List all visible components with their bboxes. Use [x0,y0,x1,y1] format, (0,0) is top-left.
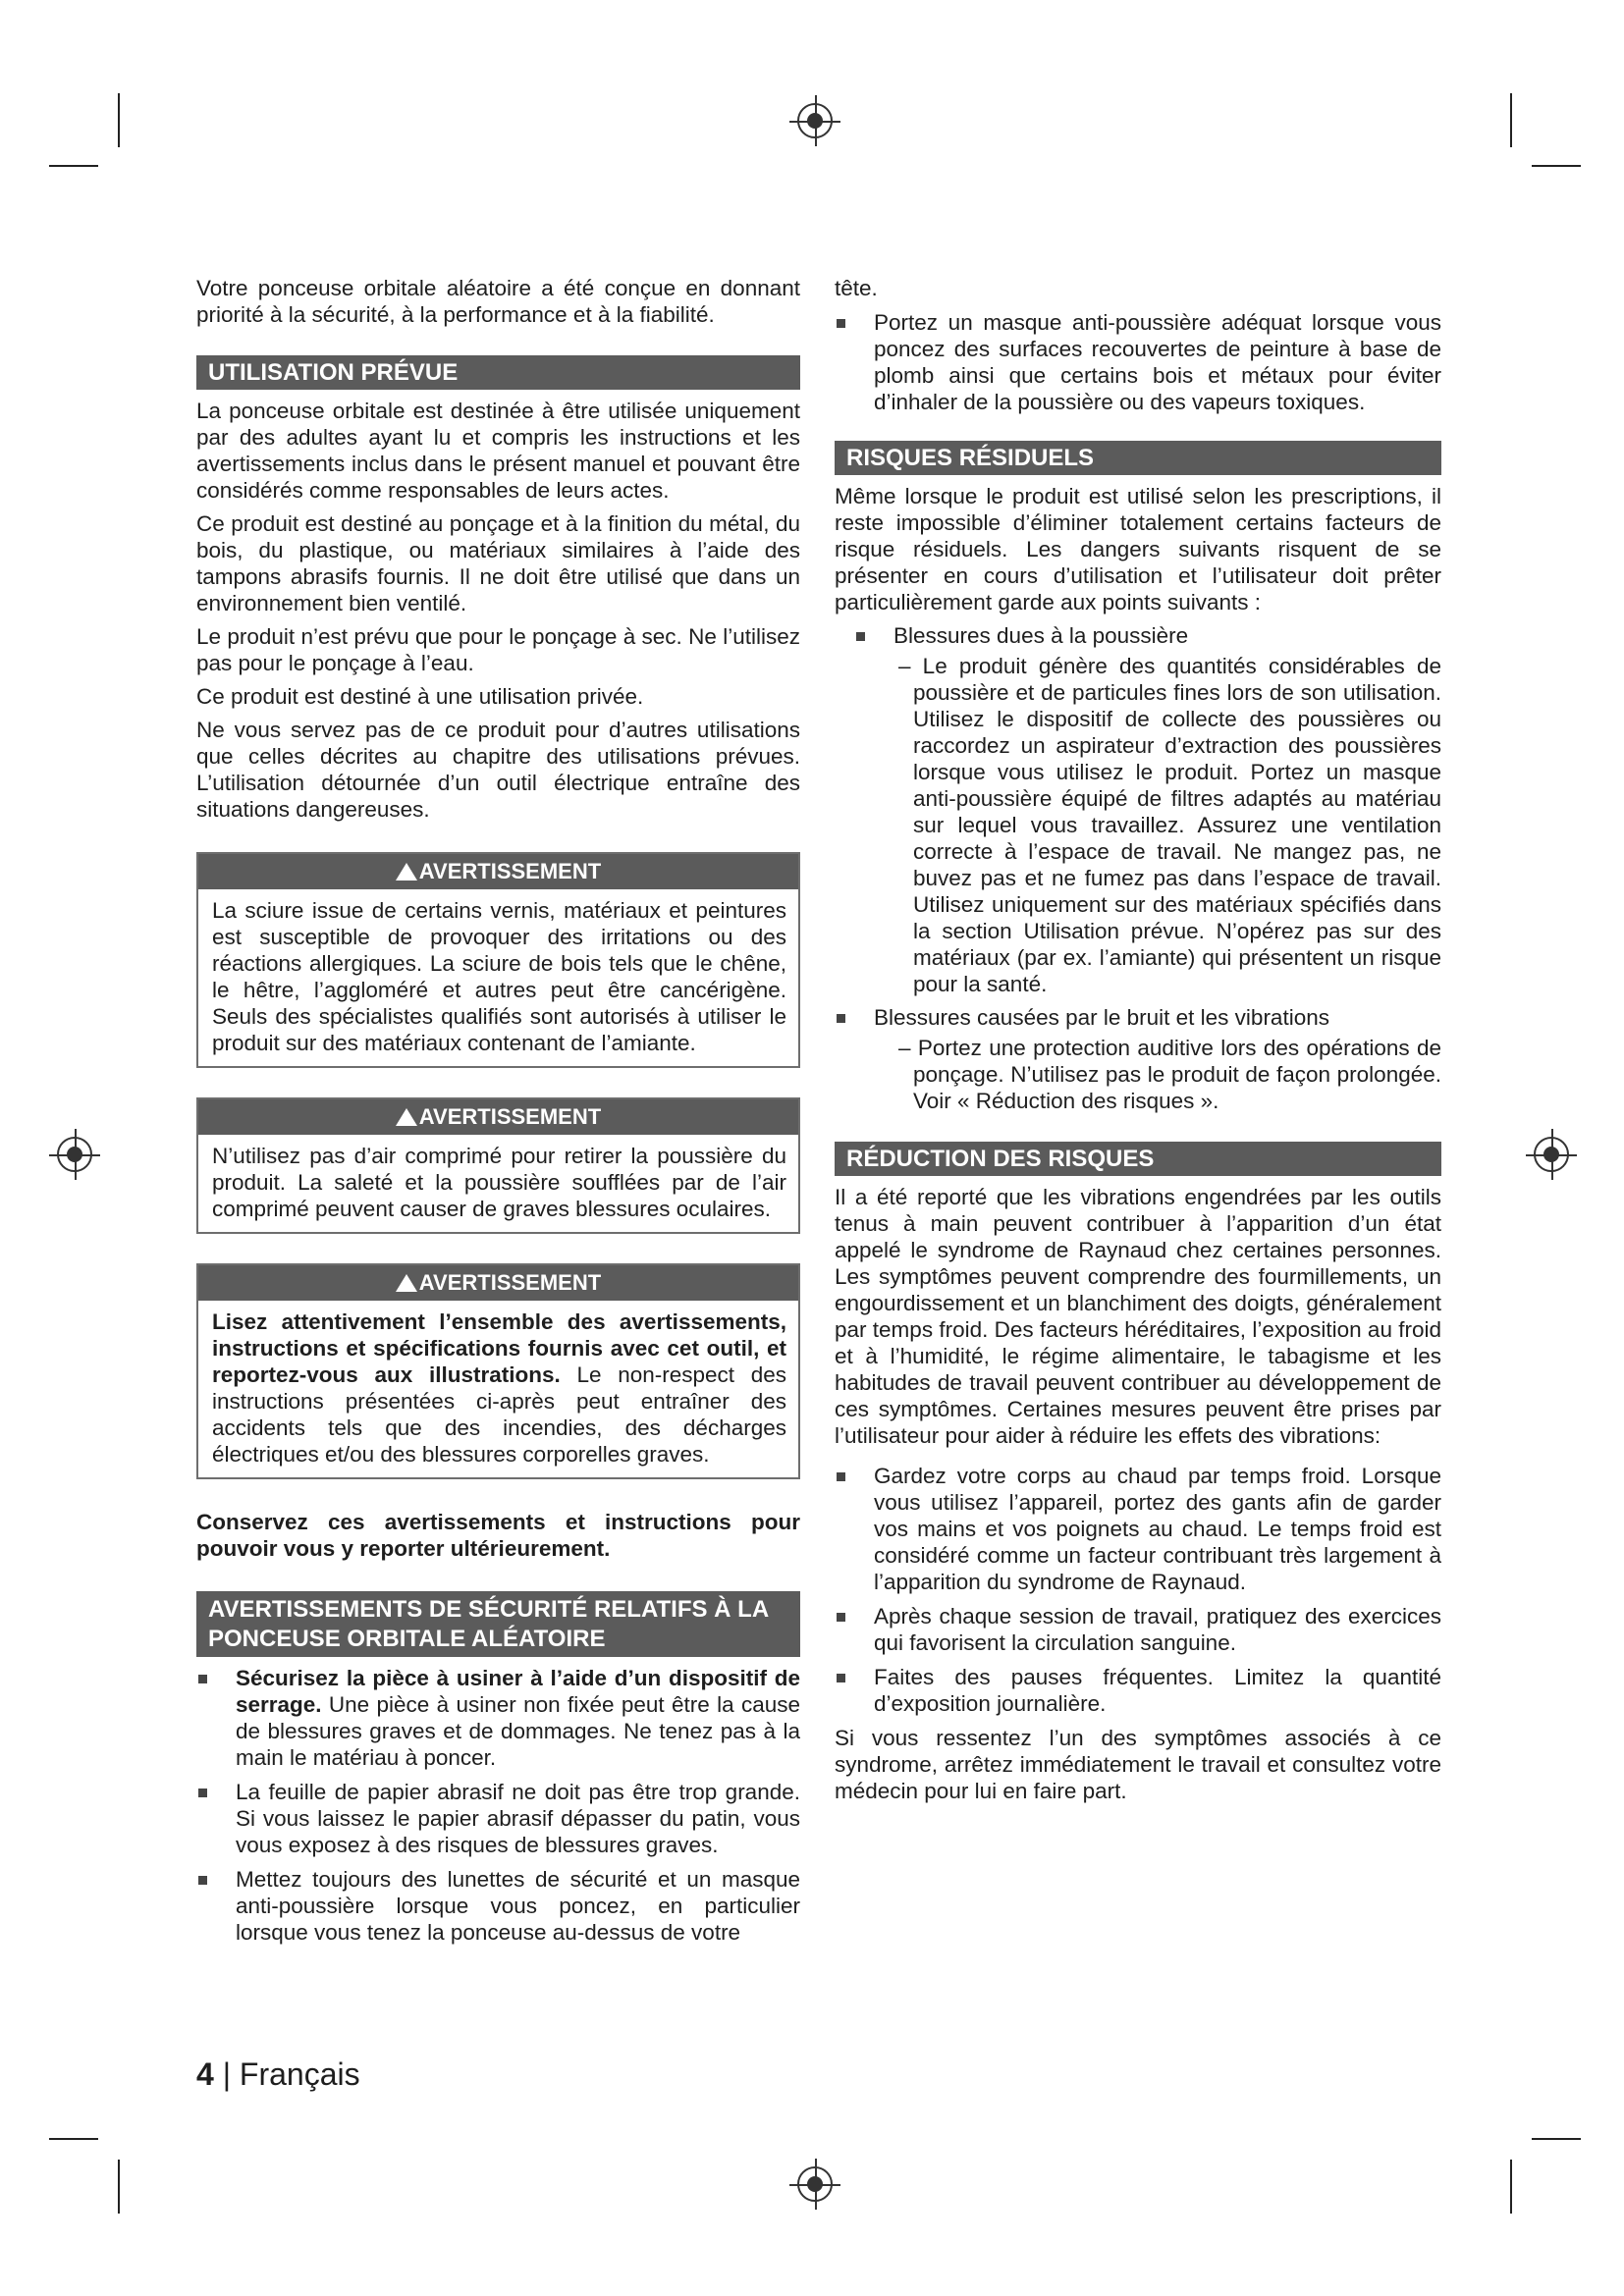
reduction-outro: Si vous ressentez l’un des symptômes associés à ce syndrome, arrêtez immédiatement le travail et consultez votre médecin pour lui en faire part. [835,1726,1441,1803]
crop-mark [49,2138,98,2140]
crop-mark [118,2160,120,2214]
crop-mark [1510,93,1512,147]
continued-text: tête. [835,276,878,300]
warning-title: AVERTISSEMENT [198,1099,798,1135]
list-item: Blessures causées par le bruit et les vibrations [835,1004,1441,1031]
warning-box [196,1097,800,1234]
warning-triangle-icon [396,863,417,881]
residual-subtext: – Portez une protection auditive lors des opérations de ponçage. N’utilisez pas le produit de façon prolongée. Voir « Réduction des risques ». [898,1036,1441,1113]
residual-intro: Même lorsque le produit est utilisé selon les prescriptions, il reste impossible d’éliminer totalement certains facteurs de risque résiduels. Les dangers suivants risquent de se présenter en cours d’utilisation et l’utilisateur doit prêter particulièrement garde aux points suivants : [835,484,1441,614]
list-item: Gardez votre corps au chaud par temps froid. Lorsque vous utilisez l’appareil, portez des gants afin de garder vos mains et vos poignets au chaud. Le temps froid est considéré comme un facteur contribuant très largement à l’apparition du syndrome de Raynaud. [835,1463,1441,1595]
residual-subtext: – Le produit génère des quantités considérables de poussière et de particules fines lors de son utilisation. Utilisez le dispositif de collecte des poussières ou raccordez un aspirateur d’extraction des poussières lorsque vous utilisez le produit. Portez un masque anti-poussière équipé de filtres adaptés au matériau sur lequel vous travaillez. Assurez une ventilation correcte à l’espace de travail. Ne mangez pas, ne buvez pas et ne fumez pas dans l’espace de travail. Utilisez uniquement sur des matériaux spécifiés dans la section Utilisation prévue. N’opérez pas sur des matériaux (par ex. l’amiante) qui présentent un risque pour la santé. [898,654,1441,996]
safety-heading: AVERTISSEMENTS DE SÉCURITÉ RELATIFS À LA PONCEUSE ORBITALE ALÉATOIRE [196,1591,800,1657]
warning-box [196,852,800,1068]
crop-mark [118,93,120,147]
residual-list [854,622,1441,649]
warning-box [196,1263,800,1479]
warning-triangle-icon [396,1108,417,1126]
list-item: Blessures dues à la poussière [854,622,1441,649]
crop-mark [1510,2160,1512,2214]
keep-instructions-note: Conservez ces avertissements et instructions pour pouvoir vous y reporter ultérieurement. [196,1510,800,1561]
left-column [196,275,800,1953]
warning-title: AVERTISSEMENT [198,1265,798,1301]
safety-list [196,1665,800,1946]
list-item: La feuille de papier abrasif ne doit pas être trop grande. Si vous laissez le papier abrasif dépasser du patin, vous vous exposez à des risques de blessures graves. [196,1779,800,1858]
intro-text: Votre ponceuse orbitale aléatoire a été conçue en donnant priorité à la sécurité, à la performance et à la fiabilité. [196,276,800,327]
warning-text: Lisez attentivement l’ensemble des avertissements, instructions et spécifications fournis avec cet outil, et reportez-vous aux illustrations. Le non-respect des instructions présentées ci-après peut entraîner des accidents tels que des incendies, des décharges électriques et/ou des blessures corporelles graves. [212,1309,787,1467]
list-item: Faites des pauses fréquentes. Limitez la quantité d’exposition journalière. [835,1664,1441,1717]
reduction-intro: Il a été reporté que les vibrations engendrées par les outils tenus à main peuvent contribuer à l’apparition d’un état appelé le syndrome de Raynaud chez certaines personnes. Les symptômes peuvent comprendre des fourmillements, un engourdissement et un blanchiment des doigts, généralement par temps froid. Des facteurs héréditaires, l’exposition au froid et à l’humidité, le régime alimentaire, le tabagisme et les habitudes de travail peuvent contribuer au développement de ces symptômes. Certaines mesures peuvent être prises par l’utilisateur pour aider à réduire les effets des vibrations: [835,1185,1441,1448]
usage-heading: UTILISATION PRÉVUE [196,355,800,390]
safety-list-continued [835,309,1441,415]
residual-list [835,1004,1441,1031]
footer-language: Français [239,2056,360,2092]
residual-heading: RISQUES RÉSIDUELS [835,441,1441,475]
usage-paragraph: Le produit n’est prévu que pour le ponçage à sec. Ne l’utilisez pas pour le ponçage à l’eau. [196,624,800,675]
warning-text: La sciure issue de certains vernis, matériaux et peintures est susceptible de provoquer des irritations ou des réactions allergiques. La sciure de bois tels que le chêne, le hêtre, l’aggloméré et autres peut être cancérigène. Seuls des spécialistes qualifiés sont autorisés à utiliser le produit sur des matériaux contenant de l’amiante. [212,898,786,1055]
warning-title: AVERTISSEMENT [198,854,798,889]
reduction-heading: RÉDUCTION DES RISQUES [835,1142,1441,1176]
reduction-list [835,1463,1441,1717]
usage-paragraph: La ponceuse orbitale est destinée à être utilisée uniquement par des adultes ayant lu et compris les instructions et les avertissements inclus dans le présent manuel et pouvant être considérés comme responsables de leurs actes. [196,399,800,503]
right-column [835,275,1441,1811]
page-footer [196,2055,360,2094]
list-item: Après chaque session de travail, pratiquez des exercices qui favorisent la circulation sanguine. [835,1603,1441,1656]
list-item: Mettez toujours des lunettes de sécurité et un masque anti-poussière lorsque vous poncez, en particulier lorsque vous tenez la ponceuse au-dessus de votre [196,1866,800,1946]
registration-mark-icon [797,103,833,138]
crop-mark [49,165,98,167]
crop-mark [1532,165,1581,167]
page-number: 4 [196,2056,214,2092]
warning-triangle-icon [396,1274,417,1292]
warning-text: N’utilisez pas d’air comprimé pour retirer la poussière du produit. La saleté et la poussière soufflées par de l’air comprimé peuvent causer de graves blessures oculaires. [212,1144,786,1221]
crop-mark [1532,2138,1581,2140]
list-item: Sécurisez la pièce à usiner à l’aide d’un dispositif de serrage. Une pièce à usiner non fixée peut être la cause de blessures graves et de dommages. Ne tenez pas à la main le matériau à poncer. [196,1665,800,1771]
usage-paragraph: Ce produit est destiné à une utilisation privée. [196,684,644,709]
list-item: Portez un masque anti-poussière adéquat lorsque vous poncez des surfaces recouvertes de peinture à base de plomb ainsi que certains bois et métaux pour éviter d’inhaler de la poussière ou des vapeurs toxiques. [835,309,1441,415]
usage-paragraph: Ce produit est destiné au ponçage et à la finition du métal, du bois, du plastique, ou matériaux similaires à l’aide des tampons abrasifs fournis. Il ne doit être utilisé que dans un environnement bien ventilé. [196,511,800,615]
registration-mark-icon [797,2166,833,2202]
footer-separator: | [213,2056,240,2092]
registration-mark-icon [57,1137,92,1172]
registration-mark-icon [1534,1137,1569,1172]
usage-paragraph: Ne vous servez pas de ce produit pour d’autres utilisations que celles décrites au chapitre des utilisations prévues. L’utilisation détournée d’un outil électrique entraîne des situations dangereuses. [196,718,800,822]
